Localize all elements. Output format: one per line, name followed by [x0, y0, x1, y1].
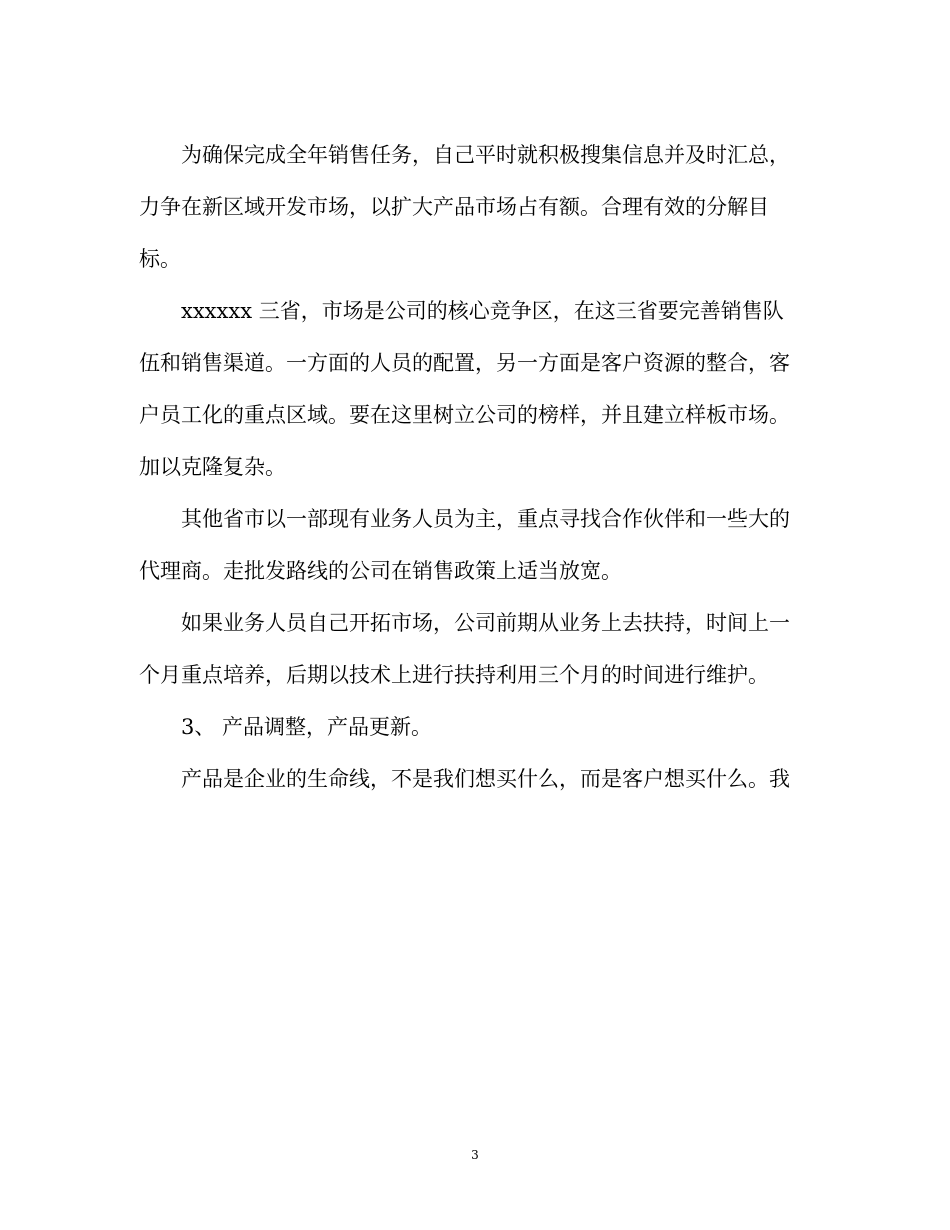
paragraph-line: 标。: [139, 247, 181, 271]
page-number: 3: [471, 1148, 479, 1162]
paragraph-line: 代理商。走批发路线的公司在销售政策上适当放宽。: [139, 559, 622, 583]
section-heading: 3、 产品调整，产品更新。: [181, 715, 433, 739]
paragraph-line: 户员工化的重点区域。要在这里树立公司的榜样，并且建立样板市场。: [139, 403, 790, 427]
paragraph-line: 加以克隆复杂。: [139, 455, 286, 479]
paragraph-line: xxxxxx 三省，市场是公司的核心竞争区，在这三省要完善销售队: [181, 299, 784, 323]
paragraph-line: 为确保完成全年销售任务，自己平时就积极搜集信息并及时汇总，: [181, 143, 790, 167]
paragraph-line: 其他省市以一部现有业务人员为主，重点寻找合作伙伴和一些大的: [181, 507, 790, 531]
paragraph-line: 力争在新区域开发市场，以扩大产品市场占有额。合理有效的分解目: [139, 195, 769, 219]
paragraph-line: 伍和销售渠道。一方面的人员的配置，另一方面是客户资源的整合，客: [139, 351, 790, 375]
paragraph-line: 个月重点培养，后期以技术上进行扶持利用三个月的时间进行维护。: [139, 663, 769, 687]
body-text: [139, 129, 813, 805]
paragraph-line: 产品是企业的生命线，不是我们想买什么，而是客户想买什么。我: [181, 767, 790, 791]
paragraph-line: 如果业务人员自己开拓市场，公司前期从业务上去扶持，时间上一: [181, 611, 790, 635]
